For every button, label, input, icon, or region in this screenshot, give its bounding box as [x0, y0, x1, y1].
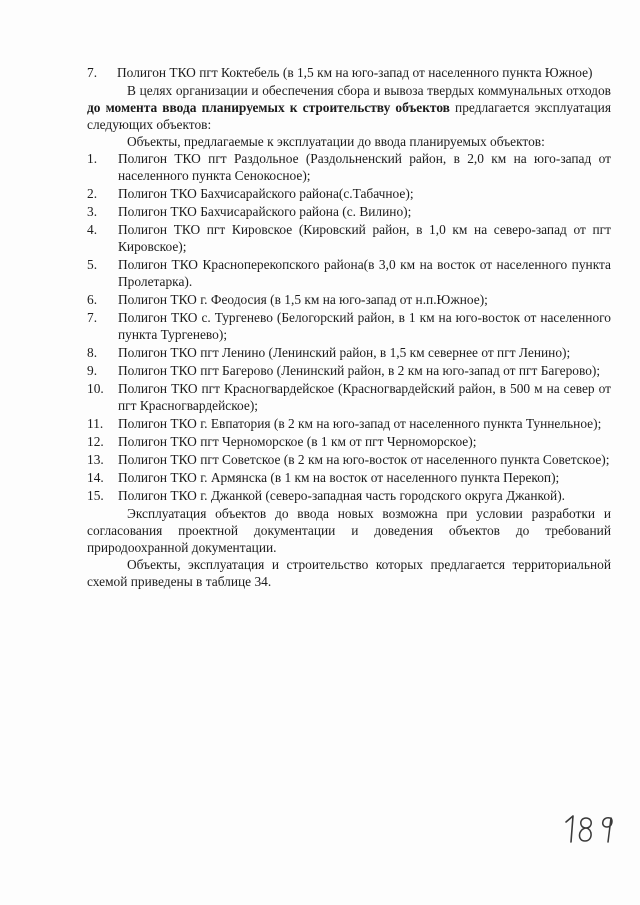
intro-text-start: В целях организации и обеспечения сбора и вывоза твердых коммунальных отходов — [127, 83, 611, 98]
list-item — [87, 291, 611, 308]
intro-paragraph — [87, 82, 611, 133]
list-item-number: 5. — [87, 257, 98, 272]
list-item-previous-7 — [87, 64, 611, 81]
list-item-number: 1. — [87, 151, 98, 166]
list-item — [87, 415, 611, 432]
list-item-number: 15. — [87, 488, 104, 503]
list-item — [87, 309, 611, 343]
list-item-text: Полигон ТКО с. Тургенево (Белогорский район, в 1 км на юго-восток от населенного пункта Тургенево); — [118, 310, 611, 342]
list-item-number: 2. — [87, 186, 98, 201]
list-item-number: 14. — [87, 470, 104, 485]
list-item-text: Полигон ТКО г. Евпатория (в 2 км на юго-запад от населенного пункта Туннельное); — [118, 416, 602, 431]
list-item-text: Полигон ТКО пгт Багерово (Ленинский район, в 2 км на юго-запад от пгт Багерово); — [118, 363, 601, 378]
list-item-number: 7. — [87, 310, 98, 325]
list-item-number: 6. — [87, 292, 98, 307]
list-item-text: Полигон ТКО пгт Кировское (Кировский район, в 1,0 км на северо-запад от пгт Кировское); — [118, 222, 611, 254]
list-item — [87, 344, 611, 361]
intro-bold-text: до момента ввода планируемых к строительству объектов — [87, 100, 450, 115]
document-body — [87, 64, 611, 590]
list-item — [87, 487, 611, 504]
list-item-number: 12. — [87, 434, 104, 449]
list-item-text: Полигон ТКО пгт Черноморское (в 1 км от пгт Черноморское); — [118, 434, 477, 449]
intro-text-end: предлагается эксплуатация следующих объектов: — [87, 100, 611, 132]
list-item — [87, 469, 611, 486]
list-item-number: 8. — [87, 345, 98, 360]
list-item — [87, 150, 611, 184]
list-item-number: 13. — [87, 452, 104, 467]
objects-list — [87, 150, 611, 504]
list-item-number: 9. — [87, 363, 98, 378]
list-item-number: 10. — [87, 381, 104, 396]
list-item — [87, 185, 611, 202]
list-item-text: Полигон ТКО Бахчисарайского района (с. Вилино); — [118, 204, 412, 219]
closing-paragraph-1: Эксплуатация объектов до ввода новых возможна при условии разработки и согласования проектной документации и доведения объектов до требований природоохранной документации. — [87, 506, 611, 555]
handwritten-page-number — [560, 808, 620, 848]
list-item — [87, 203, 611, 220]
list-item-text: Полигон ТКО пгт Ленино (Ленинский район, в 1,5 км севернее от пгт Ленино); — [118, 345, 571, 360]
list-item-number: 3. — [87, 204, 98, 219]
list-item-number: 7. — [87, 65, 98, 80]
list-item-text: Полигон ТКО Красноперекопского района(в 3,0 км на восток от населенного пункта Пролетарка). — [118, 257, 611, 289]
list-item-text: Полигон ТКО г. Армянска (в 1 км на восток от населенного пункта Перекоп); — [118, 470, 560, 485]
list-item-number: 11. — [87, 416, 104, 431]
list-item-text: Полигон ТКО г. Феодосия (в 1,5 км на юго-запад от н.п.Южное); — [118, 292, 488, 307]
list-heading: Объекты, предлагаемые к эксплуатации до ввода планируемых объектов: — [127, 134, 545, 149]
list-item-text: Полигон ТКО пгт Советское (в 2 км на юго-восток от населенного пункта Советское); — [118, 452, 610, 467]
list-item — [87, 380, 611, 414]
list-item — [87, 362, 611, 379]
list-item — [87, 221, 611, 255]
list-item — [87, 256, 611, 290]
list-item-text: Полигон ТКО Бахчисарайского района(с.Табачное); — [118, 186, 414, 201]
list-item-text: Полигон ТКО пгт Красногвардейское (Красногвардейский район, в 500 м на север от пгт Красногвардейское); — [118, 381, 611, 413]
list-item — [87, 433, 611, 450]
closing-paragraph-2: Объекты, эксплуатация и строительство которых предлагается территориальной схемой приведены в таблице 34. — [87, 557, 611, 589]
list-item-text: Полигон ТКО г. Джанкой (северо-западная часть городского округа Джанкой). — [118, 488, 565, 503]
list-item-text: Полигон ТКО пгт Раздольное (Раздольненский район, в 2,0 км на юго-запад от населенного пункта Сенокосное); — [118, 151, 611, 183]
list-item — [87, 451, 611, 468]
list-item-number: 4. — [87, 222, 98, 237]
list-item-text: Полигон ТКО пгт Коктебель (в 1,5 км на юго-запад от населенного пункта Южное) — [117, 65, 593, 80]
